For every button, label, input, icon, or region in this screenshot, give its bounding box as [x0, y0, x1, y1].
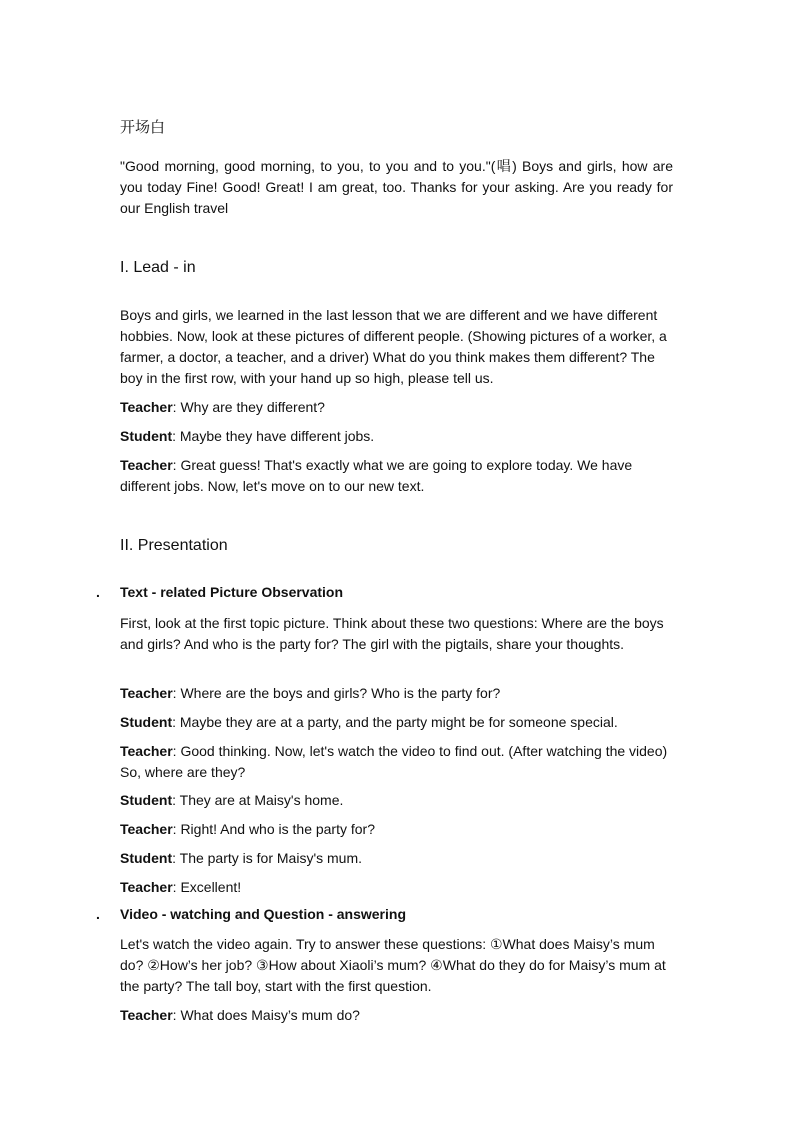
dialogue-line — [120, 1005, 673, 1026]
dialogue-line — [120, 790, 673, 811]
part1-title — [96, 584, 344, 600]
dialogue-line — [120, 877, 673, 898]
lead-in-heading: I. Lead - in — [120, 259, 196, 276]
part1-title-text: Text - related Picture Observation — [120, 584, 344, 600]
dialogue-text: : The party is for Maisy's mum. — [172, 850, 363, 866]
dialogue-line — [120, 819, 673, 840]
speaker-label: Teacher — [120, 743, 173, 759]
dialogue-text: : They are at Maisy's home. — [172, 792, 344, 808]
dialogue-text: : What does Maisy’s mum do? — [172, 1007, 360, 1023]
part1-paragraph: First, look at the first topic picture. Think about these two questions: Where are the boys and girls? And who is the party for? The girl with the pigtails, share your thoughts. — [120, 615, 664, 652]
part2-paragraph: Let's watch the video again. Try to answer these questions: ①What does Maisy’s mum do? ②How’s her job? ③How about Xiaoli’s mum? ④What do they do for Maisy’s mum at the party? The tall boy, start with the first question. — [120, 936, 666, 994]
intro-heading: 开场白 — [120, 119, 166, 136]
dialogue-line — [120, 397, 673, 418]
dialogue-text: : Maybe they have different jobs. — [172, 428, 375, 444]
intro-text: "Good morning, good morning, to you, to you and to you."(唱) Boys and girls, how are you today Fine! Good! Great! I am great, too. Thanks for your asking. Are you ready for our English travel — [120, 158, 673, 216]
dialogue-text: : Excellent! — [172, 879, 242, 895]
speaker-label: Student — [120, 850, 173, 866]
speaker-label: Student — [120, 792, 173, 808]
dialogue-text: : Good thinking. Now, let's watch the video to find out. (After watching the video) So, where are they? — [120, 743, 668, 780]
dialogue-text: : Where are the boys and girls? Who is the party for? — [172, 685, 501, 701]
presentation-heading: II. Presentation — [120, 537, 228, 554]
dialogue-text: : Right! And who is the party for? — [172, 821, 376, 837]
dialogue-line — [120, 741, 673, 783]
speaker-label: Student — [120, 428, 173, 444]
lead-in-paragraph: Boys and girls, we learned in the last lesson that we are different and we have different hobbies. Now, look at these pictures of different people. (Showing pictures of a worker, a farmer, a doctor, a teacher, and a driver) What do you think makes them different? The boy in the first row, with your hand up so high, please tell us. — [120, 307, 667, 386]
speaker-label: Student — [120, 714, 173, 730]
speaker-label: Teacher — [120, 457, 173, 473]
dialogue-line — [120, 848, 673, 869]
speaker-label: Teacher — [120, 399, 173, 415]
dialogue-line — [120, 683, 673, 704]
part2-title — [96, 906, 406, 922]
dialogue-text: : Why are they different? — [172, 399, 325, 415]
speaker-label: Teacher — [120, 685, 173, 701]
dialogue-line — [120, 455, 673, 497]
bullet-marker: . — [96, 584, 100, 600]
dialogue-line — [120, 712, 673, 733]
speaker-label: Teacher — [120, 1007, 173, 1023]
dialogue-line — [120, 426, 673, 447]
speaker-label: Teacher — [120, 879, 173, 895]
dialogue-text: : Great guess! That's exactly what we are going to explore today. We have different jobs. Now, let's move on to our new text. — [120, 457, 633, 494]
dialogue-text: : Maybe they are at a party, and the party might be for someone special. — [172, 714, 618, 730]
bullet-marker: . — [96, 906, 100, 922]
part2-title-text: Video - watching and Question - answering — [120, 906, 406, 922]
speaker-label: Teacher — [120, 821, 173, 837]
